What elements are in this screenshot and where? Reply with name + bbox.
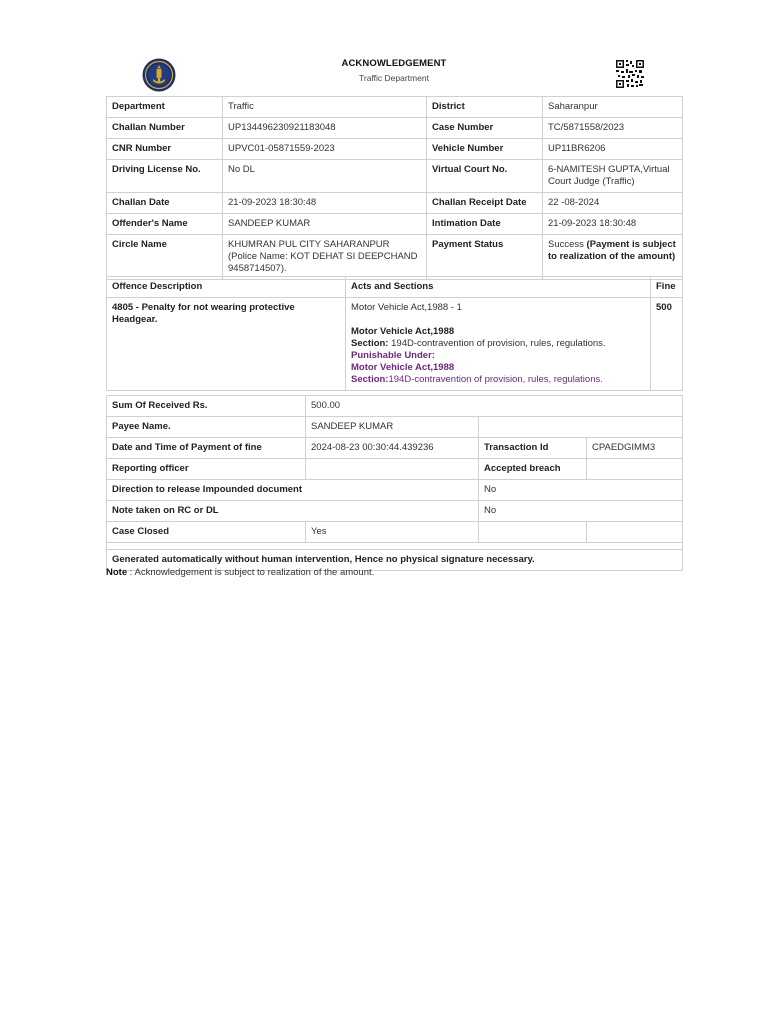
challan-receipt-date-label: Challan Receipt Date — [427, 193, 543, 214]
table-row — [107, 459, 683, 480]
table-row — [107, 160, 683, 193]
acts-sections-header: Acts and Sections — [346, 277, 651, 298]
district-label: District — [427, 97, 543, 118]
case-closed-value: Yes — [306, 522, 479, 543]
spacer-cell — [107, 543, 683, 550]
department-value: Traffic — [223, 97, 427, 118]
punishable-act: Motor Vehicle Act,1988 — [351, 362, 455, 373]
acts-sections-cell — [346, 298, 651, 391]
act-name: Motor Vehicle Act,1988 — [351, 326, 455, 337]
document-header — [106, 56, 682, 96]
empty-cell — [479, 522, 587, 543]
payee-name-value: SANDEEP KUMAR — [306, 417, 479, 438]
note-label: Note — [106, 567, 128, 578]
section-line — [351, 338, 645, 350]
table-row — [107, 97, 683, 118]
payee-name-label: Payee Name. — [107, 417, 306, 438]
challan-number-label: Challan Number — [107, 118, 223, 139]
intimation-date-value: 21-09-2023 18:30:48 — [543, 214, 683, 235]
challan-date-value: 21-09-2023 18:30:48 — [223, 193, 427, 214]
offence-description-header: Offence Description — [107, 277, 346, 298]
accepted-breach-label: Accepted breach — [479, 459, 587, 480]
district-value: Saharanpur — [543, 97, 683, 118]
reporting-officer-label: Reporting officer — [107, 459, 306, 480]
table-row — [107, 118, 683, 139]
section-label: Section: — [351, 338, 389, 349]
act-line: Motor Vehicle Act,1988 - 1 — [351, 302, 462, 313]
payment-datetime-value: 2024-08-23 00:30:44.439236 — [306, 438, 479, 459]
reporting-officer-value — [306, 459, 479, 480]
fine-value: 500 — [651, 298, 683, 391]
case-number-value: TC/5871558/2023 — [543, 118, 683, 139]
virtual-court-value: 6-NAMITESH GUPTA,Virtual Court Judge (Traffic) — [543, 160, 683, 193]
vehicle-number-value: UP11BR6206 — [543, 139, 683, 160]
punishable-label: Punishable Under: — [351, 350, 435, 361]
cnr-number-value: UPVC01-05871559-2023 — [223, 139, 427, 160]
driving-license-label: Driving License No. — [107, 160, 223, 193]
section-text: 194D-contravention of provision, rules, regulations. — [391, 338, 606, 349]
intimation-date-label: Intimation Date — [427, 214, 543, 235]
table-row — [107, 193, 683, 214]
punishable-section-text: 194D-contravention of provision, rules, regulations. — [388, 374, 603, 385]
payment-status-label: Payment Status — [427, 235, 543, 280]
department-label: Department — [107, 97, 223, 118]
sum-received-label: Sum Of Received Rs. — [107, 396, 306, 417]
payment-datetime-label: Date and Time of Payment of fine — [107, 438, 306, 459]
table-row — [107, 235, 683, 280]
virtual-court-label: Virtual Court No. — [427, 160, 543, 193]
driving-license-value: No DL — [223, 160, 427, 193]
table-row — [107, 214, 683, 235]
release-impounded-value: No — [479, 480, 683, 501]
vehicle-number-label: Vehicle Number — [427, 139, 543, 160]
table-row — [107, 438, 683, 459]
offender-name-label: Offender's Name — [107, 214, 223, 235]
offender-name-value: SANDEEP KUMAR — [223, 214, 427, 235]
table-row — [107, 396, 683, 417]
table-row — [107, 139, 683, 160]
table-row — [107, 501, 683, 522]
title-block — [106, 58, 682, 83]
challan-receipt-date-value: 22 -08-2024 — [543, 193, 683, 214]
generated-note: Generated automatically without human intervention, Hence no physical signature necessary. — [107, 550, 683, 571]
circle-name-value: KHUMRAN PUL CITY SAHARANPUR (Police Name: KOT DEHAT SI DEEPCHAND 9458714507). — [223, 235, 427, 280]
payment-status-value: Success — [548, 239, 584, 250]
accepted-breach-value — [587, 459, 683, 480]
footer-note — [106, 567, 374, 578]
table-row — [107, 417, 683, 438]
note-rc-dl-value: No — [479, 501, 683, 522]
note-text: : Acknowledgement is subject to realization of the amount. — [127, 567, 375, 578]
release-impounded-label: Direction to release Impounded document — [107, 480, 479, 501]
fine-header: Fine — [651, 277, 683, 298]
table-row — [107, 480, 683, 501]
case-number-label: Case Number — [427, 118, 543, 139]
payment-status-note: (Payment is subject to realization of the amount) — [548, 239, 676, 262]
table-row — [107, 522, 683, 543]
case-closed-label: Case Closed — [107, 522, 306, 543]
challan-number-value: UP134496230921183048 — [223, 118, 427, 139]
punishable-section-line — [351, 374, 645, 386]
punishable-section-label: Section: — [351, 374, 389, 385]
page-title: ACKNOWLEDGEMENT — [341, 58, 447, 69]
table-row — [107, 298, 683, 391]
payment-table — [106, 395, 683, 571]
circle-name-label: Circle Name — [107, 235, 223, 280]
challan-details-table — [106, 96, 683, 280]
empty-cell — [479, 417, 683, 438]
note-rc-dl-label: Note taken on RC or DL — [107, 501, 479, 522]
payment-status-cell — [543, 235, 683, 280]
challan-date-label: Challan Date — [107, 193, 223, 214]
offence-description: 4805 - Penalty for not wearing protective Headgear. — [107, 298, 346, 391]
cnr-number-label: CNR Number — [107, 139, 223, 160]
transaction-id-value: CPAEDGIMM3 — [587, 438, 683, 459]
page-subtitle: Traffic Department — [359, 73, 429, 83]
spacer-row — [107, 543, 683, 550]
transaction-id-label: Transaction Id — [479, 438, 587, 459]
sum-received-value: 500.00 — [306, 396, 683, 417]
offence-table — [106, 276, 683, 391]
empty-cell — [587, 522, 683, 543]
table-header-row — [107, 277, 683, 298]
qr-code-icon[interactable] — [616, 60, 644, 88]
